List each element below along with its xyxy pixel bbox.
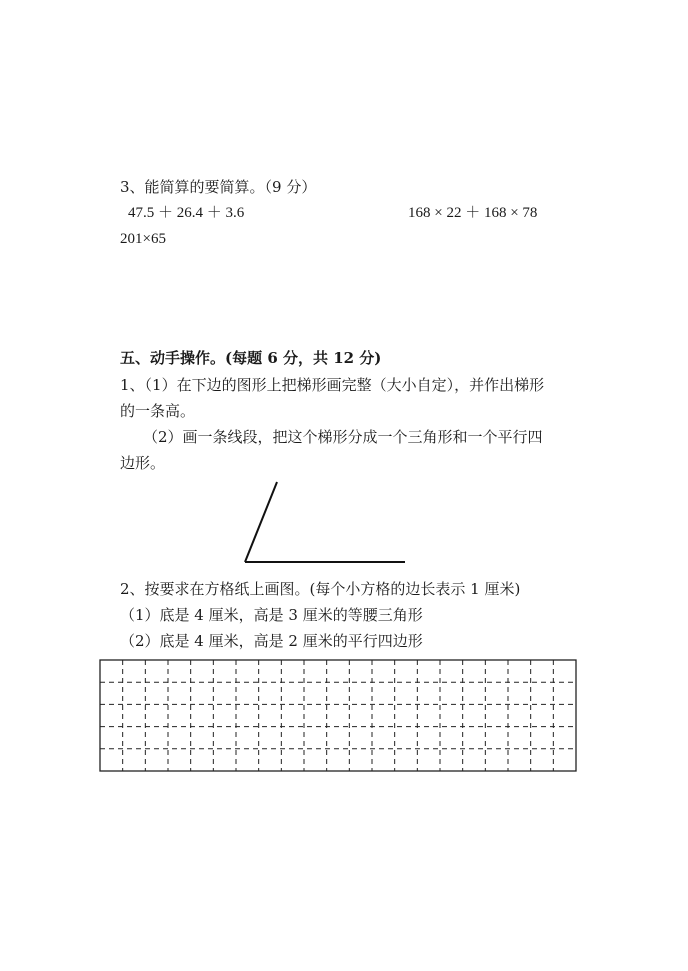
question2-title: 2、按要求在方格纸上画图。(每个小方格的边长表示 1 厘米) [120,580,521,598]
expression-1: 47.5 ＋ 26.4 ＋ 3.6 [128,205,245,221]
expression-2: 168 × 22 ＋ 168 × 78 [408,205,538,221]
grid-border [100,660,576,771]
question2-part1: （1）底是 4 厘米，高是 3 厘米的等腰三角形 [120,606,423,624]
section3-title: 3、能简算的要简算。（9 分） [120,178,317,196]
question1-line2: 的一条高。 [120,402,196,420]
question1-line4: 边形。 [120,454,166,472]
section5-heading: 五、动手操作。(每题 6 分，共 12 分) [120,349,382,367]
question1-line3: （2）画一条线段，把这个梯形分成一个三角形和一个平行四 [143,428,543,446]
trapezoid-left-side [245,482,277,562]
expression-3: 201×65 [120,231,166,247]
question1-line1: 1、（1）在下边的图形上把梯形画完整（大小自定），并作出梯形 [120,376,545,394]
question2-part2: （2）底是 4 厘米，高是 2 厘米的平行四边形 [120,632,423,650]
